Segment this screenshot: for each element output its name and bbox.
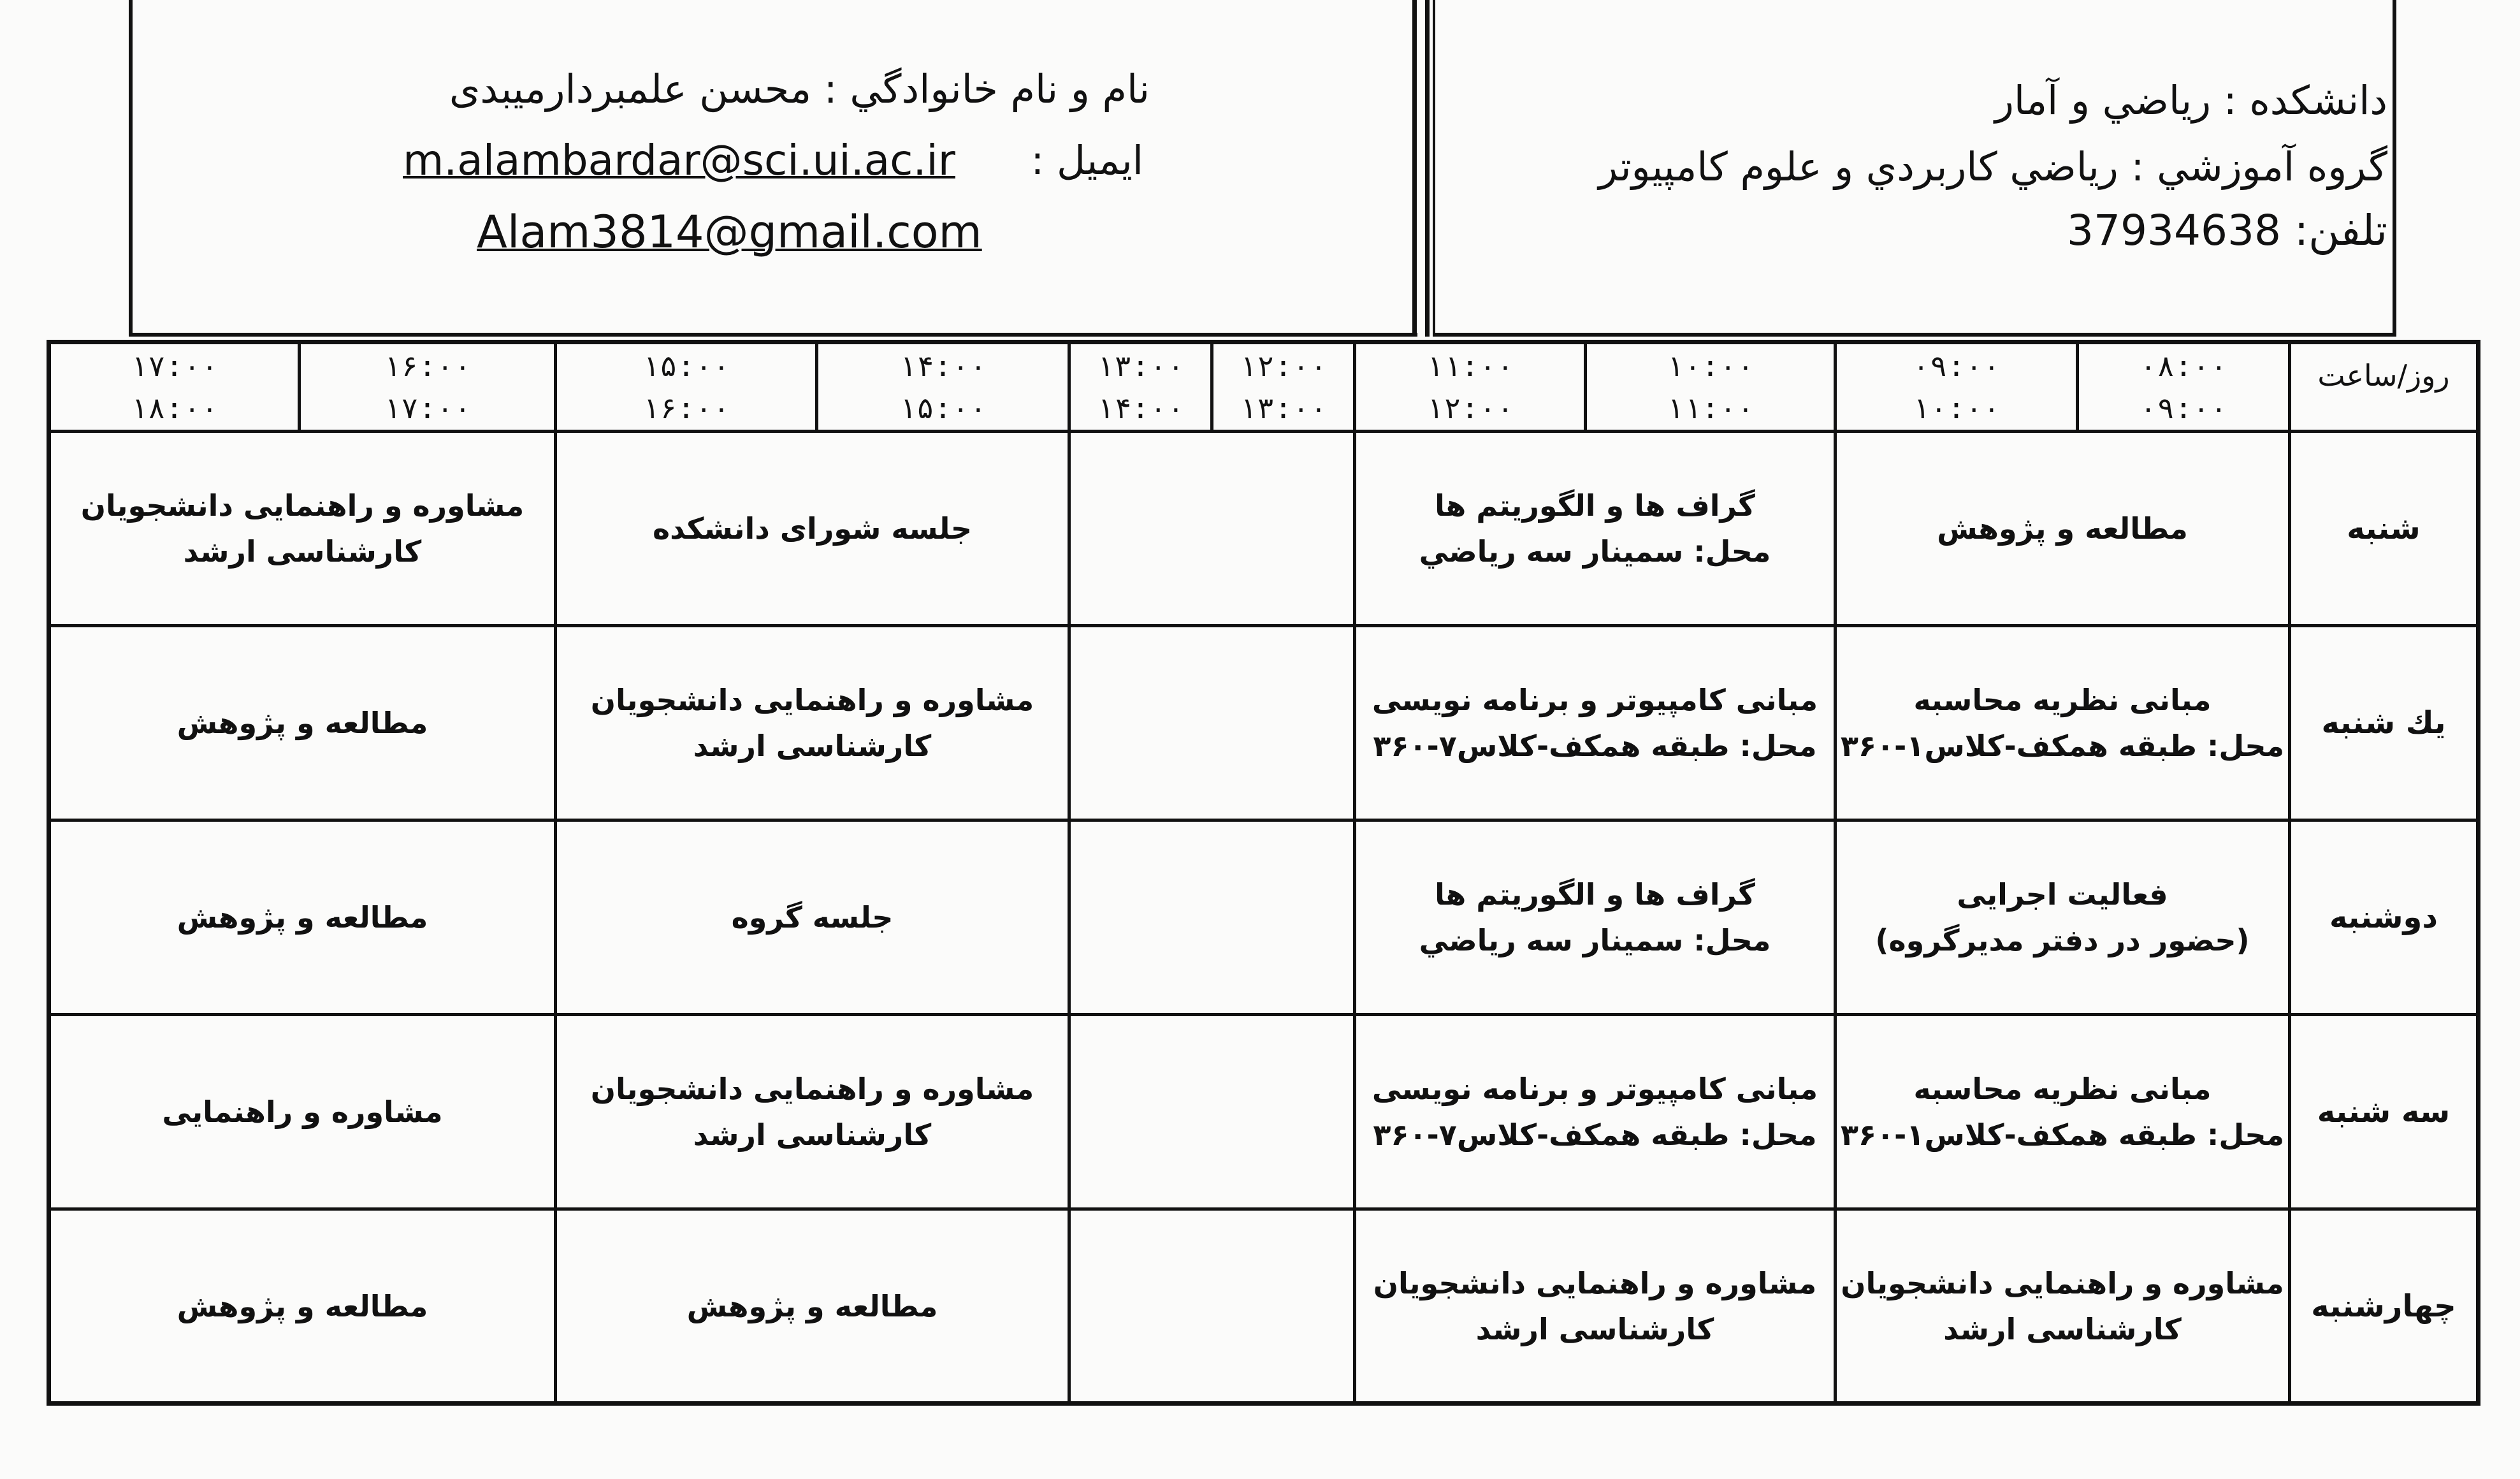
header-left-border-bottom (129, 333, 1417, 337)
schedule-cell (556, 1209, 1069, 1404)
schedule-cell-line: مشاوره و راهنمایی (162, 1095, 443, 1129)
time-slot-header: ۱۳:۰۰ ۱۴:۰۰ (1069, 342, 1212, 432)
schedule-cell-line: مشاوره و راهنمایی دانشجویان (1373, 1265, 1817, 1300)
schedule-row (49, 626, 2479, 820)
schedule-cell-line: گراف ها و الگوريتم ها (1435, 488, 1755, 523)
schedule-cell (1069, 1015, 1355, 1209)
schedule-cell (1836, 432, 2290, 626)
header-divider-b (1425, 0, 1430, 337)
schedule-cell-line: مبانی کامپيوتر و برنامه نويسی (1372, 683, 1818, 717)
email-primary[interactable]: m.alambardar@sci.ui.ac.ir (403, 136, 955, 185)
schedule-cell (556, 626, 1069, 820)
schedule-cell (1069, 1209, 1355, 1404)
schedule-cell (556, 820, 1069, 1015)
schedule-row (49, 432, 2479, 626)
schedule-cell-line: گراف ها و الگوريتم ها (1435, 877, 1755, 912)
schedule-cell-line: جلسه شورای دانشکده (652, 511, 973, 546)
schedule-cell-line: جلسه گروه (731, 900, 894, 935)
schedule-cell-line: مشاوره و راهنمایی دانشجویان (590, 1072, 1034, 1106)
header-left-border-left (129, 0, 133, 337)
schedule-cell (1069, 626, 1355, 820)
time-slot-header: ۰۹:۰۰ ۱۰:۰۰ (1836, 342, 2078, 432)
schedule-cell-line: محل: طبقه همکف-کلاس۷-۳۶۰ (1373, 1118, 1817, 1152)
schedule-cell-line: مبانی نظريه محاسبه (1913, 1072, 2212, 1106)
schedule-cell-line: محل: طبقه همکف-کلاس۱-۳۶۰ (1840, 729, 2285, 763)
time-header-row (49, 342, 2479, 432)
schedule-cell (1836, 820, 2290, 1015)
time-slot-header: ۱۴:۰۰ ۱۵:۰۰ (817, 342, 1069, 432)
schedule-cell-line: محل: سمينار سه رياضي (1419, 534, 1771, 569)
schedule-cell (49, 626, 556, 820)
schedule-row (49, 820, 2479, 1015)
schedule-cell-line: محل: طبقه همکف-کلاس۷-۳۶۰ (1373, 729, 1817, 763)
schedule-cell (556, 1015, 1069, 1209)
time-slot-header: ۱۶:۰۰ ۱۷:۰۰ (300, 342, 556, 432)
email-label: ايميل : (1031, 137, 1143, 184)
schedule-cell-line: مشاوره و راهنمایی دانشجویان (80, 488, 525, 523)
corner-header: روز/ساعت (2290, 342, 2479, 432)
schedule-cell (1355, 626, 1836, 820)
schedule-cell (49, 432, 556, 626)
time-slot-header: ۰۸:۰۰ ۰۹:۰۰ (2078, 342, 2290, 432)
day-label: چهارشنبه (2290, 1209, 2479, 1404)
schedule-cell-line: کارشناسی ارشد (693, 729, 932, 763)
schedule-cell-line: کارشناسی ارشد (1943, 1311, 2182, 1346)
department-label: گروه آموزشي : رياضي كاربردي و علوم كامپيوتر (1598, 143, 2387, 190)
instructor-name: نام و نام خانوادگي : محسن علمبردارميبدی (449, 66, 1150, 112)
schedule-cell (1355, 432, 1836, 626)
schedule-cell-line: مشاوره و راهنمایی دانشجویان (590, 683, 1034, 717)
schedule-cell (1069, 820, 1355, 1015)
schedule-cell (1069, 432, 1355, 626)
schedule-cell-line: مطالعه و پژوهش (177, 1288, 428, 1323)
day-label: سه شنبه (2290, 1015, 2479, 1209)
schedule-cell (1836, 626, 2290, 820)
schedule-cell (49, 820, 556, 1015)
schedule-row (49, 1015, 2479, 1209)
schedule-cell-line: مطالعه و پژوهش (1937, 511, 2188, 546)
day-label: يك شنبه (2290, 626, 2479, 820)
header-right-border-bottom (1434, 333, 2396, 337)
header-divider-a (1412, 0, 1417, 337)
schedule-cell-line: کارشناسی ارشد (693, 1118, 932, 1152)
header-right-border-right (2393, 0, 2396, 337)
schedule-cell-line: (حضور در دفتر مديرگروه) (1875, 923, 2250, 958)
time-slot-header: ۱۲:۰۰ ۱۳:۰۰ (1212, 342, 1355, 432)
schedule-cell-line: کارشناسی ارشد (183, 534, 422, 569)
header-divider-c (1433, 0, 1435, 337)
schedule-cell-line: محل: طبقه همکف-کلاس۱-۳۶۰ (1840, 1118, 2285, 1152)
weekly-schedule-table (47, 340, 2480, 1406)
faculty-label: دانشكده : رياضي و آمار (1994, 77, 2387, 124)
schedule-cell (49, 1015, 556, 1209)
schedule-cell-line: مطالعه و پژوهش (177, 706, 428, 740)
schedule-cell (49, 1209, 556, 1404)
email-secondary[interactable]: Alam3814@gmail.com (477, 206, 982, 258)
schedule-row (49, 1209, 2479, 1404)
time-slot-header: ۱۰:۰۰ ۱۱:۰۰ (1586, 342, 1836, 432)
schedule-cell (1355, 1015, 1836, 1209)
time-slot-header: ۱۵:۰۰ ۱۶:۰۰ (556, 342, 817, 432)
schedule-cell-line: مشاوره و راهنمایی دانشجویان (1841, 1265, 2284, 1300)
time-slot-header: ۱۷:۰۰ ۱۸:۰۰ (49, 342, 300, 432)
schedule-cell (1355, 820, 1836, 1015)
day-label: دوشنبه (2290, 820, 2479, 1015)
schedule-cell-line: مطالعه و پژوهش (177, 900, 428, 935)
schedule-cell (1355, 1209, 1836, 1404)
time-slot-header: ۱۱:۰۰ ۱۲:۰۰ (1355, 342, 1586, 432)
schedule-cell (1836, 1015, 2290, 1209)
day-label: شنبه (2290, 432, 2479, 626)
schedule-cell-line: فعاليت اجرايی (1957, 877, 2168, 912)
phone-label: تلفن: 37934638 (2067, 206, 2387, 255)
schedule-cell (556, 432, 1069, 626)
schedule-cell (1836, 1209, 2290, 1404)
schedule-cell-line: مطالعه و پژوهش (686, 1288, 938, 1323)
schedule-cell-line: محل: سمينار سه رياضي (1419, 923, 1771, 958)
schedule-cell-line: کارشناسی ارشد (1475, 1311, 1714, 1346)
schedule-cell-line: مبانی کامپيوتر و برنامه نويسی (1372, 1072, 1818, 1106)
schedule-cell-line: مبانی نظريه محاسبه (1913, 683, 2212, 717)
